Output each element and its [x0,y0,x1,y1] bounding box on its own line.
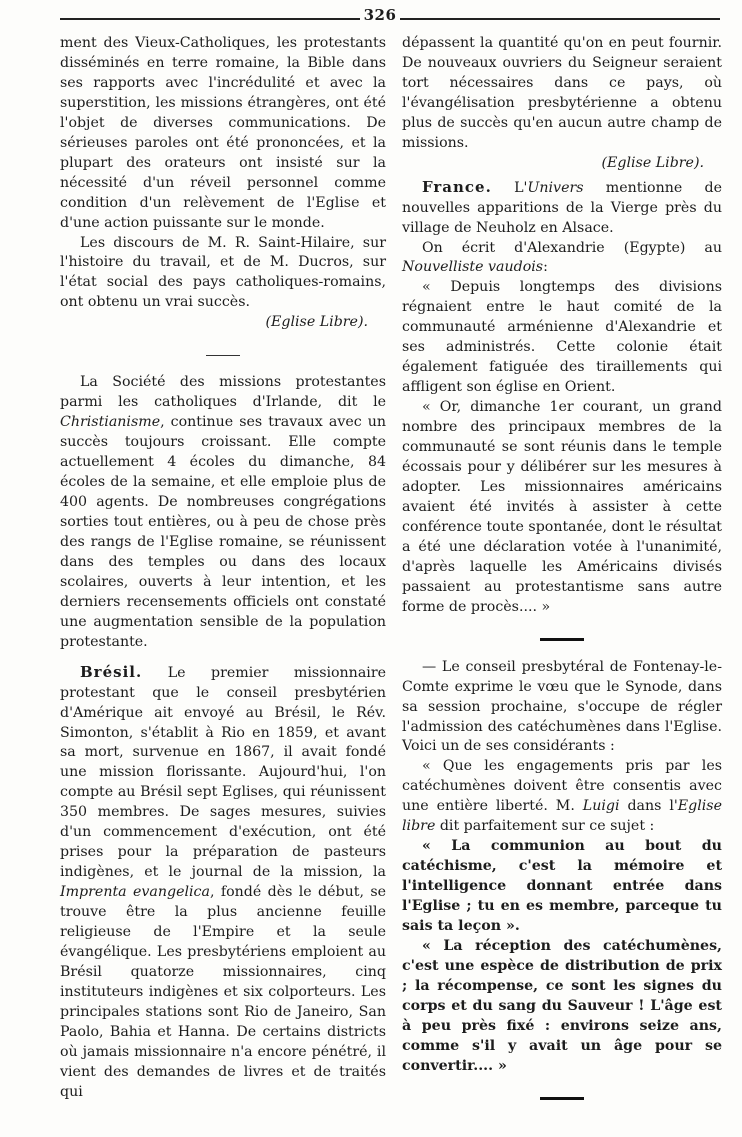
quote-communion: « La communion au bout du catéchisme, c'est la mémoire et l'intelligence donnant entrée dans l'Eglise ; tu en es membre, parceque tu sais ta leçon ». [402,838,722,935]
quote-engagements: « Que les engagements pris par les catéchumènes doivent être consentis avec une entière liberté. M. Luigi dans l'Eglise libre dit parfaitement sur ce sujet : [402,758,722,835]
section-separator [60,343,386,361]
section-separator [402,1087,722,1105]
quote-reception: « La réception des catéchumènes, c'est une espèce de distribution de prix ; la récompense, ce sont les signes du corps et du sang du Sauveur ! L'âge est à peu près fixé : environs seize ans, comme s'il y avait un âge pour se convertir.... » [402,937,722,1074]
quote-dimanche: « Or, dimanche 1er courant, un grand nombre des principaux membres de la communauté se sont réunis dans le temple écossais pour y délibérer sur les mesures à adopter. Les missionnaires américains avaient été invités à assister à cette conférence toute spontanée, dont le résultat a été une déclaration votée à l'unanimité, d'après laquelle les Américains divisés passaient au protestantisme sans autre forme de procès.... » [402,399,722,615]
right-column [402,34,722,1117]
journal-title: Univers [527,179,584,196]
source-signature: (Eglise Libre). [601,154,704,171]
journal-title: Nouvelliste vaudois [402,259,544,276]
paragraph-bresil: Brésil. Le premier missionnaire protestant que le conseil presbytérien d'Amérique ait envoyé au Brésil, le Rév. Simonton, s'établit à Rio en 1859, et avant sa mort, survenue en 1867, il avait fondé une mission florissante. Aujourd'hui, l'on compte au Brésil sept Eglises, qui réunissent 350 membres. De sages mesures, suivies d'un commencement d'exécution, ont été prises pour la préparation de pasteurs indigènes, et le journal de la mission, la Imprenta evangelica, fondé dès le début, se trouve être la plus ancienne feuille religieuse de l'Empire et la seule évangélique. Les presbytériens emploient au Brésil quatorze missionnaires, cinq instituteurs indigènes et six colporteurs. Les principales stations sont Rio de Janeiro, San Paolo, Bahia et Hanna. De certains districts où jamais missionnaire n'a encore pénétré, il vient des demandes de livres et de traités qui [60,662,386,1100]
journal-title: Imprenta evangelica [60,884,210,901]
quote-divisions: « Depuis longtemps des divisions régnaient entre le haut comité de la communauté arménienne d'Alexandrie et ses administrés. Cette colonie était également fatiguée des tiraillements qui affligent son église en Orient. [402,279,722,396]
section-heading-bresil: Brésil. [80,662,143,681]
section-separator [402,628,722,646]
journal-title: Christianisme [60,414,161,431]
person-name: Luigi [582,798,620,815]
paragraph-discourses: Les discours de M. R. Saint-Hilaire, sur l'histoire du travail, et de M. Ducros, sur l'état social des pays catholiques-romains, ont obtenu un vrai succès. [60,234,386,311]
paragraph-bresil-continued: dépassent la quantité qu'on en peut fournir. De nouveaux ouvriers du Seigneur seraient tort nécessaires dans ce pays, où l'évangélisation presbytérienne a obtenu plus de succès qu'en aucun autre champ de missions. [402,35,722,151]
header-rule-left [60,18,360,20]
journal-title: Eglise libre [402,798,722,835]
page-number: 326 [363,6,397,24]
paragraph-fontenay: — Le conseil presbytéral de Fontenay-le-Comte exprime le vœu que le Synode, dans sa session prochaine, s'occupe de régler l'admission des catéchumènes dans l'Eglise. Voici un de ses considérants : [402,658,722,755]
paragraph-irish-missions: La Société des missions protestantes parmi les catholiques d'Irlande, dit le Christianisme, continue ses travaux avec un succès toujours croissant. Elle compte actuellement 4 écoles du dimanche, 84 écoles de la semaine, et elle emploie plus de 400 agents. De nombreuses congrégations sorties tout entières, ou à peu de chose près des rangs de l'Eglise romaine, se réunissent dans des temples ou dans des locaux scolaires, ouverts à leur intention, et les derniers recensements officiels ont constaté une augmentation sensible de la population protestante. [60,374,386,650]
source-signature: (Eglise Libre). [265,314,368,331]
header-rule-right [400,18,720,20]
paragraph-alexandrie: On écrit d'Alexandrie (Egypte) au Nouvelliste vaudois: [402,239,722,276]
paragraph-congress-topics: ment des Vieux-Catholiques, les protestants disséminés en terre romaine, la Bible dans ses rapports avec l'incrédulité et avec la superstition, les missions étrangères, ont été l'objet de diverses communications. De sérieuses paroles ont été prononcées, et la plupart des orateurs ont insisté sur la nécessité d'un réveil personnel comme condition d'un relèvement de l'Eglise et d'une action puissante sur le monde. [60,35,386,231]
left-column [60,34,386,1103]
paragraph-france: France. L'Univers mentionne de nouvelles apparitions de la Vierge près du village de Neuholz en Alsace. [402,177,722,236]
section-heading-france: France. [422,177,492,196]
